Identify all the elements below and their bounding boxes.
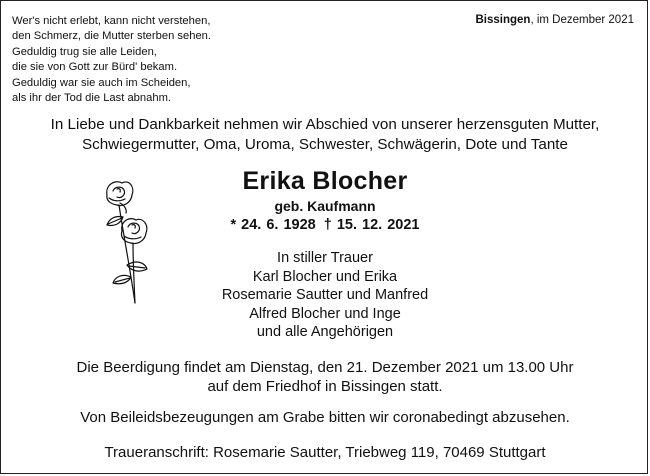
funeral-info: [1, 358, 649, 396]
date-text: , im Dezember 2021: [530, 14, 634, 26]
mourning-address: Traueranschrift: Rosemarie Sautter, Triebweg 119, 70469 Stuttgart: [104, 444, 546, 461]
birth-date: * 24. 6. 1928: [230, 217, 316, 233]
mourner-line: In stiller Trauer: [277, 250, 373, 266]
poem-line: Geduldig war sie auch im Scheiden,: [12, 76, 191, 89]
deceased-name: Erika Blocher: [242, 167, 408, 195]
mourner-line: Karl Blocher und Erika: [252, 268, 398, 285]
place-name: Bissingen: [475, 14, 531, 26]
life-dates: [1, 217, 649, 233]
place-date-line: [475, 14, 634, 26]
death-date: † 15. 12. 2021: [323, 217, 420, 233]
poem-line: die sie von Gott zur Bürd' bekam.: [12, 61, 178, 74]
mourner-line: und alle Angehörigen: [256, 324, 394, 340]
poem-line: den Schmerz, die Mutter sterben sehen.: [12, 30, 211, 43]
intro-line: Schwiegermutter, Oma, Uroma, Schwester, Schwägerin, Dote und Tante: [82, 136, 568, 153]
poem-line: als ihr der Tod die Last abnahm.: [12, 92, 171, 105]
poem-line: Geduldig trug sie alle Leiden,: [12, 45, 157, 58]
memorial-poem: [12, 14, 211, 106]
maiden-name: geb. Kaufmann: [274, 198, 376, 214]
funeral-line: Die Beerdigung findet am Dienstag, den 21. Dezember 2021 um 13.00 Uhr: [76, 359, 574, 376]
poem-line: Wer's nicht erlebt, kann nicht verstehen,: [12, 15, 211, 27]
mourner-line: Alfred Blocher und Inge: [249, 305, 401, 322]
mourner-line: Rosemarie Sautter und Manfred: [221, 287, 429, 303]
funeral-line: auf dem Friedhof in Bissingen statt.: [207, 378, 443, 395]
farewell-intro: [1, 115, 649, 155]
condolence-note: Von Beileidsbezeugungen am Grabe bitten wir coronabedingt abzusehen.: [80, 409, 570, 426]
mourners-list: [1, 249, 649, 342]
intro-line: In Liebe und Dankbarkeit nehmen wir Abschied von unserer herzensguten Mutter,: [50, 116, 600, 133]
